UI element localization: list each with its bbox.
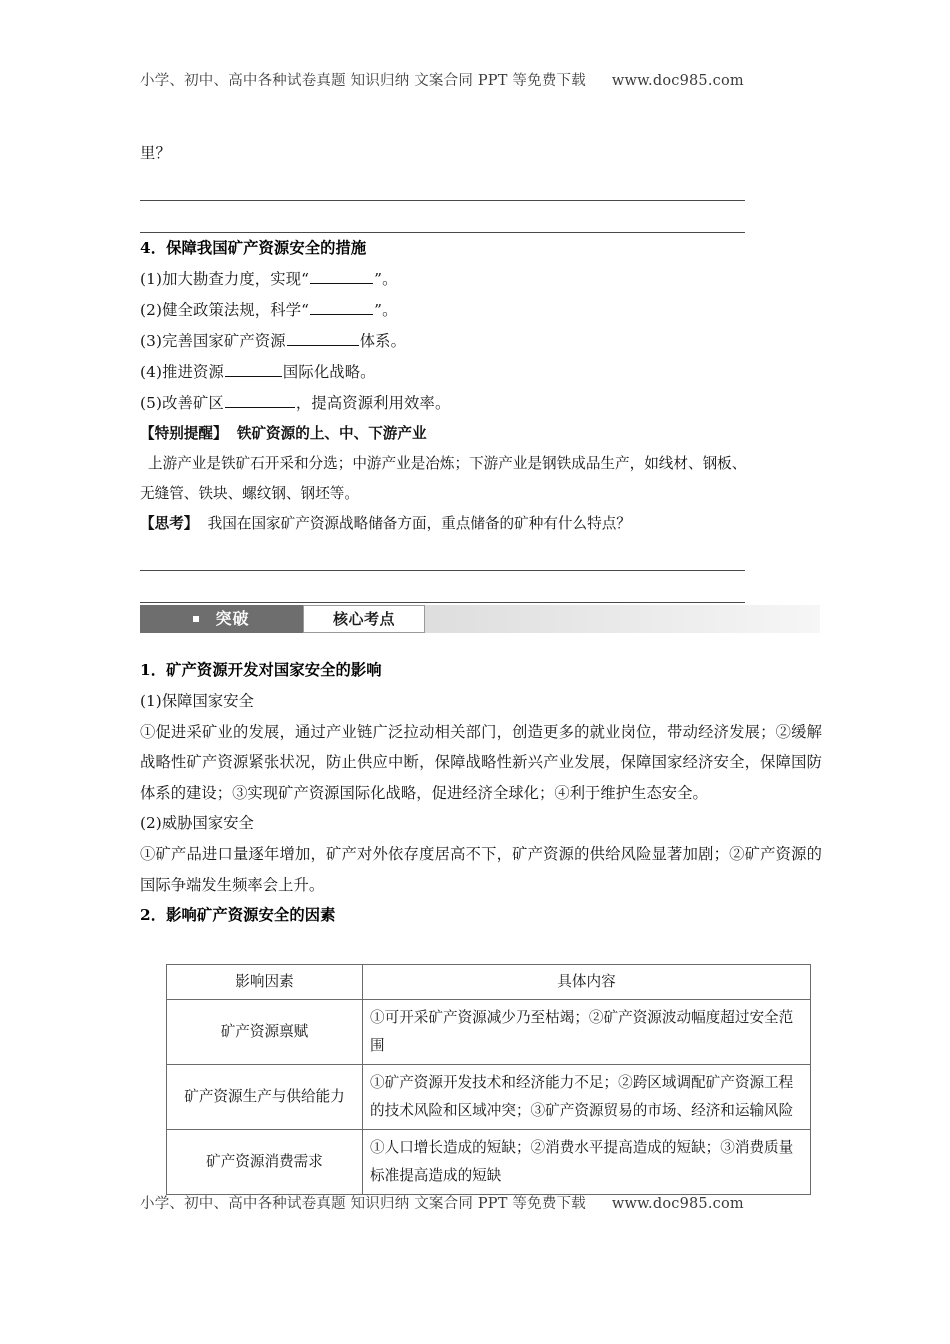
table-row bbox=[167, 1130, 811, 1195]
answer-lines-group-2 bbox=[140, 539, 820, 603]
measure-2-after: ”。 bbox=[374, 301, 398, 319]
table-header-row bbox=[167, 965, 811, 1000]
measure-item-4 bbox=[140, 357, 820, 388]
factors-table bbox=[166, 964, 811, 1195]
heading-4-text: 保障我国矿产资源安全的措施 bbox=[166, 239, 367, 257]
table-cell-detail: ①人口增长造成的短缺；②消费水平提高造成的短缺；③消费质量标准提高造成的短缺 bbox=[363, 1130, 811, 1195]
running-footer-promo: 小学、初中、高中各种试卷真题 知识归纳 文案合同 PPT 等免费下载 bbox=[140, 1196, 586, 1212]
measure-4-after: 国际化战略。 bbox=[282, 363, 376, 381]
section-banner-tab[interactable]: 核心考点 bbox=[303, 605, 425, 633]
answer-line bbox=[140, 539, 745, 571]
fill-blank-3[interactable] bbox=[287, 330, 359, 346]
fill-blank-5[interactable] bbox=[225, 392, 295, 408]
factors-table-wrapper bbox=[166, 964, 810, 1195]
measure-1-after: ”。 bbox=[374, 270, 398, 288]
special-tip-body-line-2: 无缝管、铁块、螺纹钢、钢坯等。 bbox=[140, 485, 359, 502]
sub-body-2: ①矿产品进口量逐年增加，矿产对外依存度居高不下，矿产资源的供给风险显著加剧；②矿产资源的国际争端发生频率会上升。 bbox=[140, 844, 822, 894]
table-cell-factor: 矿产资源禀赋 bbox=[167, 1000, 363, 1065]
measure-item-2 bbox=[140, 295, 820, 326]
heading-core-1-text: 矿产资源开发对国家安全的影响 bbox=[166, 661, 382, 679]
answer-line bbox=[140, 201, 745, 233]
think-tag: 【思考】 bbox=[140, 515, 199, 532]
measure-3-before: 完善国家矿产资源 bbox=[162, 332, 286, 350]
answer-line bbox=[140, 571, 745, 603]
heading-4-number: 4． bbox=[140, 239, 167, 257]
measure-3-after: 体系。 bbox=[359, 332, 407, 350]
heading-4 bbox=[140, 233, 820, 264]
special-tip-title bbox=[140, 419, 820, 449]
table-header-detail: 具体内容 bbox=[363, 965, 811, 1000]
measure-4-before: 推进资源 bbox=[162, 363, 224, 381]
answer-lines-group-1 bbox=[140, 169, 820, 233]
special-tip-body-line-1: 上游产业是铁矿石开采和分选；中游产业是冶炼；下游产业是钢铁成品生产，如线材、钢板、 bbox=[148, 455, 747, 472]
measure-item-1 bbox=[140, 264, 820, 295]
table-cell-detail: ①矿产资源开发技术和经济能力不足；②跨区域调配矿产资源工程的技术风险和区域冲突；③矿产资源贸易的市场、经济和运输风险 bbox=[363, 1065, 811, 1130]
sub-body-1: ①促进采矿业的发展，通过产业链广泛拉动相关部门，创造更多的就业岗位，带动经济发展；②缓解战略性矿产资源紧张状况，防止供应中断，保障战略性新兴产业发展，保障国家经济安全，保障国防体系的建设；③实现矿产资源国际化战略，促进经济全球化；④利于维护生态安全。 bbox=[140, 722, 822, 802]
sub-label-1: (1)保障国家安全 bbox=[140, 692, 254, 710]
section-banner bbox=[140, 605, 820, 633]
measure-item-5 bbox=[140, 388, 820, 419]
table-row bbox=[167, 1000, 811, 1065]
section-banner-label-text: 突破 bbox=[215, 609, 250, 628]
continued-text: 里？ bbox=[140, 144, 171, 162]
running-header-site: www.doc985.com bbox=[611, 73, 744, 89]
running-footer-site: www.doc985.com bbox=[611, 1196, 744, 1212]
running-header bbox=[140, 69, 820, 90]
square-bullet-icon bbox=[193, 616, 199, 622]
table-cell-factor: 矿产资源消费需求 bbox=[167, 1130, 363, 1195]
measure-4-marker: (4) bbox=[140, 363, 163, 381]
measure-2-marker: (2) bbox=[140, 301, 163, 319]
upper-content bbox=[140, 138, 820, 603]
fill-blank-2[interactable] bbox=[310, 299, 373, 315]
special-tip-heading: 铁矿资源的上、中、下游产业 bbox=[236, 425, 427, 442]
sub-label-2: (2)威胁国家安全 bbox=[140, 814, 254, 833]
heading-core-2 bbox=[140, 900, 822, 931]
measure-2-before: 健全政策法规，科学“ bbox=[162, 301, 310, 319]
lower-content bbox=[140, 655, 822, 931]
fill-blank-1[interactable] bbox=[310, 268, 373, 284]
heading-core-1-number: 1． bbox=[140, 661, 167, 679]
running-footer bbox=[140, 1192, 820, 1213]
heading-core-2-number: 2． bbox=[140, 906, 167, 925]
measure-1-marker: (1) bbox=[140, 270, 163, 288]
table-cell-factor: 矿产资源生产与供给能力 bbox=[167, 1065, 363, 1130]
measure-5-before: 改善矿区 bbox=[162, 394, 224, 412]
special-tip-tag: 【特别提醒】 bbox=[140, 425, 228, 442]
think-prompt bbox=[140, 509, 820, 539]
table-row bbox=[167, 1065, 811, 1130]
section-banner-label bbox=[140, 605, 303, 633]
measure-3-marker: (3) bbox=[140, 332, 163, 350]
answer-line bbox=[140, 169, 745, 201]
fill-blank-4[interactable] bbox=[225, 361, 282, 377]
table-cell-detail: ①可开采矿产资源减少乃至枯竭；②矿产资源波动幅度超过安全范围 bbox=[363, 1000, 811, 1065]
measure-item-3 bbox=[140, 326, 820, 357]
heading-core-2-text: 影响矿产资源安全的因素 bbox=[166, 906, 336, 925]
measure-5-after: ，提高资源利用效率。 bbox=[295, 394, 451, 412]
measure-1-before: 加大勘查力度，实现“ bbox=[162, 270, 310, 288]
heading-core-1 bbox=[140, 655, 822, 686]
table-header-factor: 影响因素 bbox=[167, 965, 363, 1000]
measure-5-marker: (5) bbox=[140, 394, 163, 412]
think-question: 我国在国家矿产资源战略储备方面，重点储备的矿种有什么特点？ bbox=[207, 515, 631, 532]
running-header-promo: 小学、初中、高中各种试卷真题 知识归纳 文案合同 PPT 等免费下载 bbox=[140, 73, 586, 89]
